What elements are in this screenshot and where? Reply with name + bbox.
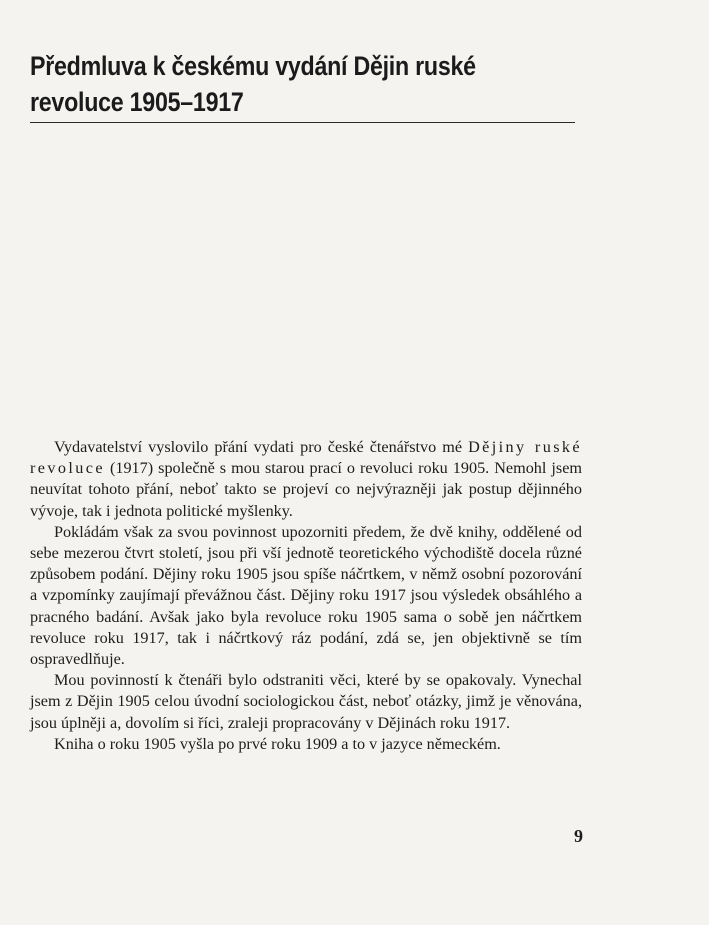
paragraph xyxy=(30,670,582,734)
paragraph xyxy=(30,437,582,522)
page-number: 9 xyxy=(574,826,583,846)
paragraph-text: Mou povinností k čtenáři bylo odstraniti věci, které by se opakovaly. Vynechal jsem z Dějin 1905 celou úvodní sociologickou část, neboť otázky, jimž je věnována, jsou úplněji a, dovolím si říci, zraleji propracovány v Dějinách roku 1917. xyxy=(30,671,582,732)
paragraph-text: (1917) společně s mou starou prací o revoluci roku 1905. Nemohl jsem neuvítat tohoto přání, neboť takto se projeví co nejvýrazněji jak postup dějinného vývoje, tak i jednota politické myšlenky. xyxy=(30,459,582,520)
book-title-emphasis: Dějiny ruské revoluce xyxy=(30,438,582,478)
paragraph xyxy=(30,734,582,755)
body-text xyxy=(30,437,582,755)
paragraph-text: Kniha o roku 1905 vyšla po prvé roku 1909 a to v jazyce německém. xyxy=(54,734,501,753)
page-title xyxy=(30,48,499,120)
paragraph xyxy=(30,522,582,670)
paragraph-text: Vydavatelství vyslovilo přání vydati pro české čtenářstvo mé xyxy=(54,438,469,456)
title-line: revoluce 1905–1917 xyxy=(30,87,244,117)
title-line: Předmluva k českému vydání Dějin ruské xyxy=(30,51,476,81)
paragraph-text: Pokládám však za svou povinnost upozorniti předem, že dvě knihy, oddělené od sebe mezerou čtvrt století, jsou při vší jednotě teoretického východiště docela různé způsobem podání. Dějiny roku 1905 jsou spíše náčrtkem, v němž osobní pozorování a vzpomínky zaujímají převážnou část. Dějiny roku 1917 jsou výsledek obsáhlého a pracného badání. Avšak jako byla revoluce roku 1905 sama o sobě jen náčrtkem revoluce roku 1917, tak i náčrtkový ráz podání, zdá se, jen objektivně se tím ospravedlňuje. xyxy=(30,522,582,669)
title-divider xyxy=(30,122,575,123)
